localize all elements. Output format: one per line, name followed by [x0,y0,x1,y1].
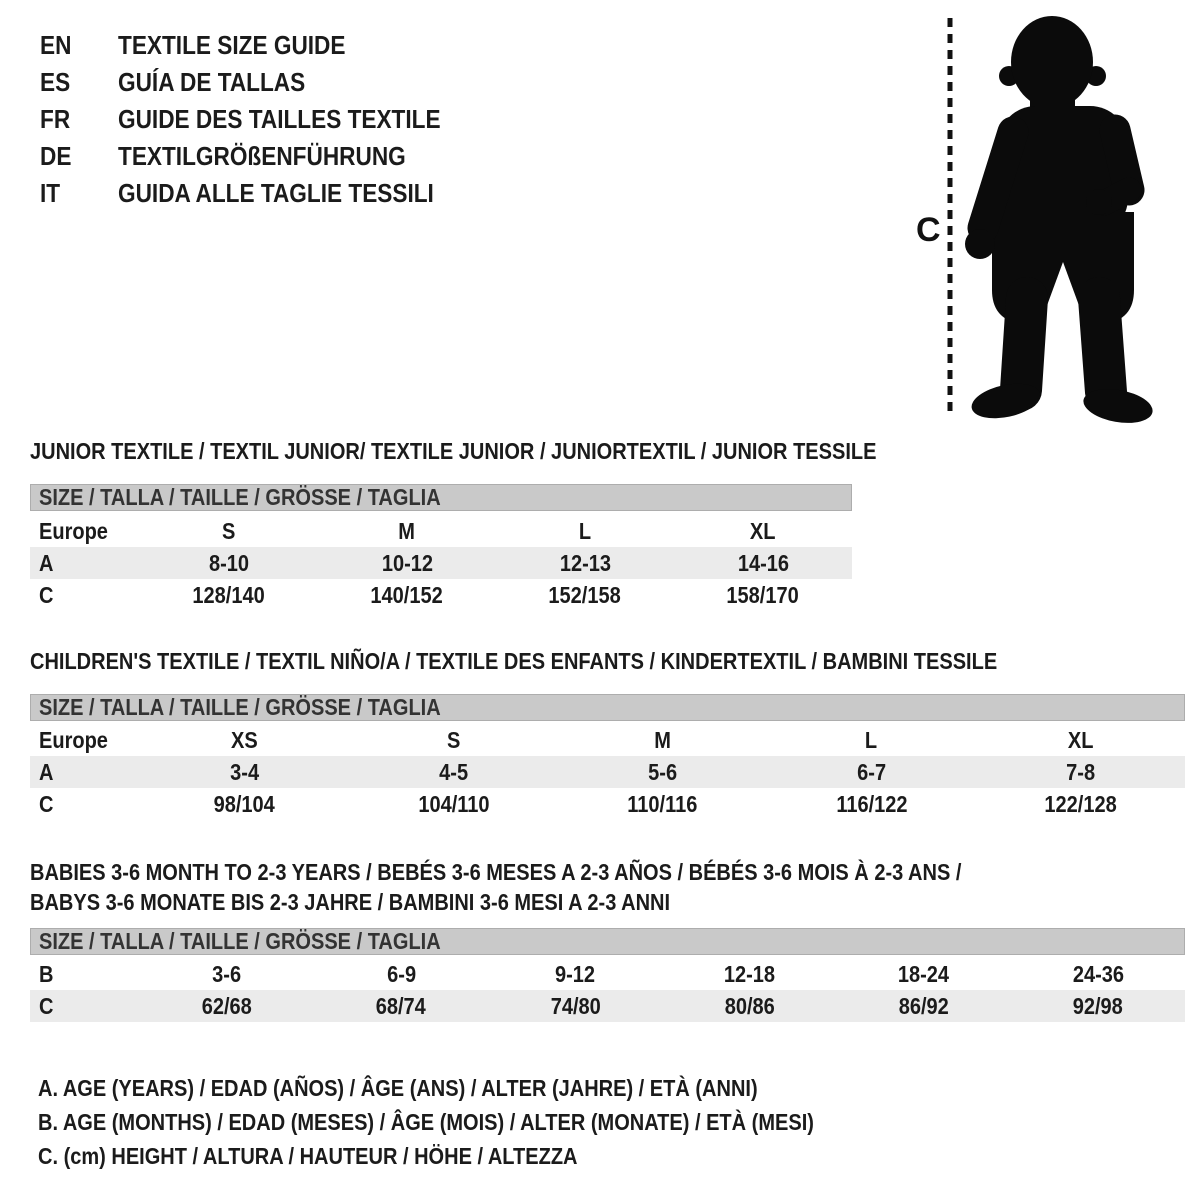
table-cell: 24-36 [1072,960,1124,987]
note-age-years: A. AGE (YEARS) / EDAD (AÑOS) / ÂGE (ANS) / ALTER (JAHRE) / ETÀ (ANNI) [38,1075,758,1101]
row-label: A [39,549,54,576]
table-cell: 62/68 [202,992,253,1019]
table-cell: 3-6 [212,960,242,987]
language-code: ES [40,67,71,97]
row-label: C [39,790,54,817]
guide-title: TEXTILE SIZE GUIDE [118,30,346,60]
table-cell: S [222,517,236,544]
children-table-title: CHILDREN'S TEXTILE / TEXTIL NIÑO/A / TEXTILE DES ENFANTS / KINDERTEXTIL / BAMBINI TESSILE [30,648,998,674]
table-cell: 3-4 [230,758,259,785]
babies-row-c [30,990,1185,1022]
table-cell: XL [1067,726,1094,753]
table-cell: 104/110 [417,790,490,817]
table-cell: 6-7 [857,758,886,785]
row-label: Europe [39,726,108,753]
toddler-figure [880,0,1200,440]
language-row-de [40,138,489,175]
table-cell: 86/92 [898,992,949,1019]
table-cell: XL [750,517,776,544]
children-row-a [30,756,1185,788]
measure-c-label: C [916,211,941,249]
table-cell: 140/152 [370,581,444,608]
children-row-europe [30,724,1185,756]
guide-title: TEXTILGRÖßENFÜHRUNG [118,141,406,171]
table-cell: 122/128 [1044,790,1117,817]
table-cell: XS [231,726,258,753]
legend-notes [38,1071,930,1173]
table-cell: 128/140 [192,581,266,608]
babies-table-title: BABIES 3-6 MONTH TO 2-3 YEARS / BEBÉS 3-6 MESES A 2-3 AÑOS / BÉBÉS 3-6 MOIS À 2-3 ANS / BABYS 3-6 MONATE BIS 2-3 JAHRE / BAMBINI 3-6 MESI A 2-3 ANNI [30,859,962,915]
table-cell: 14-16 [737,549,789,576]
babies-row-b [30,958,1185,990]
table-cell: M [654,726,671,753]
row-label: C [39,581,54,608]
table-cell: 7-8 [1066,758,1095,785]
language-title-list [40,27,489,212]
table-cell: 9-12 [555,960,596,987]
note-age-months: B. AGE (MONTHS) / EDAD (MESES) / ÂGE (MOIS) / ALTER (MONATE) / ETÀ (MESI) [38,1109,814,1135]
table-cell: 110/116 [627,790,698,817]
junior-row-a [30,547,852,579]
table-cell: 10-12 [381,549,433,576]
table-cell: 18-24 [898,960,950,987]
junior-table [30,515,852,611]
language-row-es [40,64,489,101]
language-row-en [40,27,489,64]
language-code: EN [40,30,72,60]
language-code: FR [40,104,71,134]
table-cell: M [398,517,416,544]
table-cell: 158/170 [726,581,800,608]
children-row-c [30,788,1185,820]
table-cell: 68/74 [376,992,427,1019]
table-cell: L [865,726,878,753]
language-row-it [40,175,489,212]
table-cell: 4-5 [439,758,468,785]
junior-size-header-bar: SIZE / TALLA / TAILLE / GRÖSSE / TAGLIA [30,484,852,511]
row-label: A [39,758,54,785]
table-cell: 12-13 [559,549,611,576]
row-label: B [39,960,54,987]
children-size-header-bar: SIZE / TALLA / TAILLE / GRÖSSE / TAGLIA [30,694,1185,721]
table-cell: 74/80 [550,992,601,1019]
children-table [30,724,1185,820]
table-cell: 92/98 [1072,992,1123,1019]
table-cell: 80/86 [724,992,775,1019]
table-cell: 6-9 [386,960,416,987]
table-cell: S [446,726,461,753]
guide-title: GUÍA DE TALLAS [118,67,306,97]
table-cell: 152/158 [548,581,622,608]
note-height-cm: C. (cm) HEIGHT / ALTURA / HAUTEUR / HÖHE / ALTEZZA [38,1143,578,1169]
junior-table-title: JUNIOR TEXTILE / TEXTIL JUNIOR/ TEXTILE JUNIOR / JUNIORTEXTIL / JUNIOR TESSILE [30,438,877,464]
table-cell: 8-10 [208,549,250,576]
junior-row-c [30,579,852,611]
guide-title: GUIDE DES TAILLES TEXTILE [118,104,441,134]
table-cell: L [578,517,592,544]
row-label: C [39,992,54,1019]
table-cell: 98/104 [213,790,276,817]
language-code: DE [40,141,72,171]
babies-size-header-bar: SIZE / TALLA / TAILLE / GRÖSSE / TAGLIA [30,928,1185,955]
language-row-fr [40,101,489,138]
table-cell: 12-18 [724,960,776,987]
table-cell: 116/122 [835,790,908,817]
babies-table [30,958,1185,1022]
table-cell: 5-6 [648,758,677,785]
guide-title: GUIDA ALLE TAGLIE TESSILI [118,178,434,208]
toddler-silhouette-icon [965,16,1155,428]
language-code: IT [40,178,61,208]
row-label: Europe [39,517,108,544]
junior-row-europe [30,515,852,547]
